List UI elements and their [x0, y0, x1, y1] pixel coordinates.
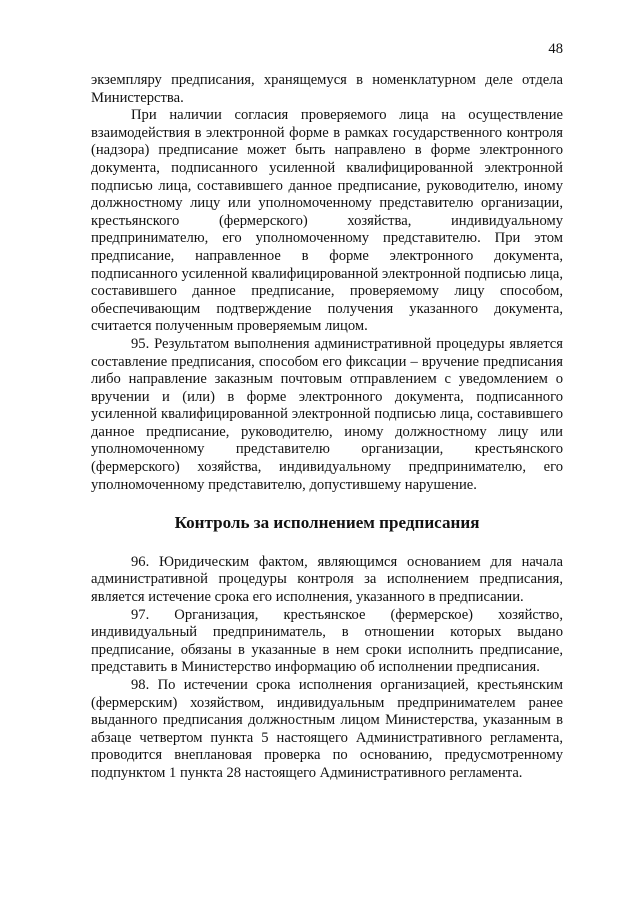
paragraph-98: 98. По истечении срока исполнения организацией, крестьянским (фермерским) хозяйством, индивидуальным предпринимателем ранее выданного предписания должностным лицом Министерства, указанным в абзаце четвертом пункта 5 настоящего Административного регламента, проводится внеплановая проверка по основанию, предусмотренному подпунктом 1 пункта 28 настоящего Административного регламента.	[91, 677, 563, 781]
paragraph-96: 96. Юридическим фактом, являющимся основанием для начала административной процедуры контроля за исполнением предписания, является истечение срока его исполнения, указанного в предписании.	[91, 553, 563, 606]
page-number: 48	[548, 41, 563, 57]
section-heading: Контроль за исполнением предписания	[174, 513, 480, 533]
document-body	[91, 72, 563, 783]
paragraph-electronic-delivery: При наличии согласия проверяемого лица на осуществление взаимодействия в электронной форме в рамках государственного контроля (надзора) предписание может быть направлено в форме электронного документа, подписанного усиленной квалифицированной электронной подписью лица, составившего данное предписание, руководителю, иному должностному лицу или уполномоченному представителю организации, крестьянского (фермерского) хозяйства, индивидуальному предпринимателю, его уполномоченному представителю. При этом предписание, направленное в форме электронного документа, подписанного усиленной квалифицированной электронной подписью лица, составившего данное предписание, проверяемому лицу способом, обеспечивающим подтверждение получения указанного документа, считается полученным проверяемым лицом.	[91, 107, 563, 335]
paragraph-97: 97. Организация, крестьянское (фермерское) хозяйство, индивидуальный предприниматель, в отношении которых выдано предписание, обязаны в указанные в нем сроки исполнить предписание, представить в Министерство информацию об исполнении предписания.	[91, 606, 563, 676]
paragraph-continuation: экземпляру предписания, хранящемуся в номенклатурном деле отдела Министерства.	[91, 72, 563, 106]
paragraph-95: 95. Результатом выполнения административной процедуры является составление предписания, способом его фиксации – вручение предписания либо направление заказным почтовым отправлением с уведомлением о вручении и (или) в форме электронного документа, подписанного усиленной квалифицированной электронной подписью лица, составившего данное предписание, руководителю, иному должностному лицу или уполномоченному представителю организации, крестьянского (фермерского) хозяйства, индивидуальному предпринимателю, его уполномоченному представителю, допустившему нарушение.	[91, 335, 563, 493]
